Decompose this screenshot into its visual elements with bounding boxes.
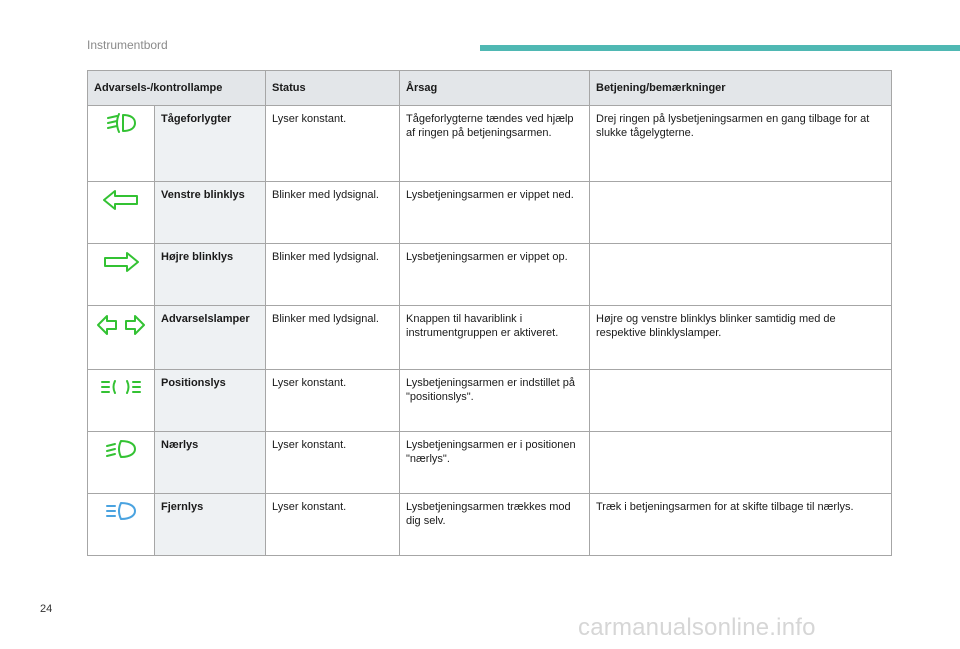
lamp-name: Positionslys [155, 370, 266, 432]
icon-cell [88, 106, 155, 182]
lamp-reason: Knappen til havariblink i instrumentgruppen er aktiveret. [400, 306, 590, 370]
fog-light-icon [104, 112, 138, 134]
left-turn-signal-icon [102, 188, 140, 212]
lamp-reason: Tågeforlygterne tændes ved hjælp af ringen på betjeningsarmen. [400, 106, 590, 182]
main-beam-icon [104, 500, 138, 522]
lamp-name: Nærlys [155, 432, 266, 494]
lamp-reason: Lysbetjeningsarmen er vippet ned. [400, 182, 590, 244]
section-title: Instrumentbord [87, 38, 168, 52]
header-accent-bar [480, 45, 960, 51]
lamp-reason: Lysbetjeningsarmen er i positionen "nærlys". [400, 432, 590, 494]
dipped-beam-icon [104, 438, 138, 460]
lamp-name: Fjernlys [155, 494, 266, 556]
lamp-notes [590, 244, 892, 306]
hazard-lights-icon [96, 312, 146, 338]
column-header-notes: Betjening/bemærkninger [590, 71, 892, 106]
table-row [88, 182, 892, 244]
table-row [88, 244, 892, 306]
lamp-notes: Højre og venstre blinklys blinker samtidig med de respektive blinklyslamper. [590, 306, 892, 370]
lamp-notes: Drej ringen på lysbetjeningsarmen en gang tilbage for at slukke tågelygterne. [590, 106, 892, 182]
table-row [88, 432, 892, 494]
lamp-status: Lyser konstant. [266, 370, 400, 432]
lamp-notes: Træk i betjeningsarmen for at skifte tilbage til nærlys. [590, 494, 892, 556]
lamp-status: Blinker med lydsignal. [266, 306, 400, 370]
lamp-reason: Lysbetjeningsarmen trækkes mod dig selv. [400, 494, 590, 556]
lamp-notes [590, 370, 892, 432]
table-row [88, 106, 892, 182]
position-lights-icon [99, 376, 143, 398]
warning-lamps-table [87, 70, 892, 556]
lamp-status: Lyser konstant. [266, 494, 400, 556]
right-turn-signal-icon [102, 250, 140, 274]
lamp-reason: Lysbetjeningsarmen er vippet op. [400, 244, 590, 306]
table-row [88, 494, 892, 556]
table-header-row [88, 71, 892, 106]
page-number: 24 [40, 603, 53, 615]
icon-cell [88, 306, 155, 370]
lamp-name: Tågeforlygter [155, 106, 266, 182]
column-header-lamp: Advarsels-/kontrollampe [88, 71, 266, 106]
icon-cell [88, 432, 155, 494]
lamp-status: Blinker med lydsignal. [266, 182, 400, 244]
lamp-notes [590, 432, 892, 494]
column-header-reason: Årsag [400, 71, 590, 106]
column-header-status: Status [266, 71, 400, 106]
lamp-reason: Lysbetjeningsarmen er indstillet på "positionslys". [400, 370, 590, 432]
lamp-status: Lyser konstant. [266, 106, 400, 182]
watermark: carmanualsonline.info [578, 614, 816, 641]
table-row [88, 306, 892, 370]
icon-cell [88, 494, 155, 556]
table-row [88, 370, 892, 432]
lamp-notes [590, 182, 892, 244]
lamp-name: Venstre blinklys [155, 182, 266, 244]
icon-cell [88, 370, 155, 432]
lamp-name: Højre blinklys [155, 244, 266, 306]
icon-cell [88, 244, 155, 306]
lamp-status: Blinker med lydsignal. [266, 244, 400, 306]
icon-cell [88, 182, 155, 244]
lamp-status: Lyser konstant. [266, 432, 400, 494]
lamp-name: Advarselslamper [155, 306, 266, 370]
